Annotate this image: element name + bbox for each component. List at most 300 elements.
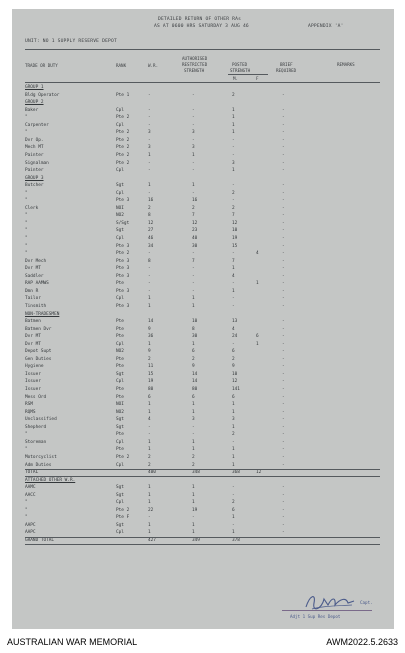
cell-brief: -	[282, 462, 285, 468]
cell-trade: Batmen	[25, 319, 41, 325]
cell-trade: Motorcyclist	[25, 454, 57, 460]
cell-trade: GROUP 3	[25, 175, 44, 181]
cell-m: -	[232, 145, 235, 151]
total-rule	[25, 544, 380, 545]
cell-rank: Cpl	[116, 190, 124, 196]
cell-m: 10	[232, 228, 238, 234]
cell-rank: NO2	[116, 213, 124, 219]
table-row	[12, 514, 394, 521]
cell-wr: 1	[148, 409, 151, 415]
signature-appointment: Adjt 1 Sup Res Depot	[290, 614, 341, 619]
cell-m: -	[232, 198, 235, 204]
cell-auth: -	[192, 424, 195, 430]
col-remarks: REMARKS	[337, 62, 355, 67]
cell-auth: -	[192, 281, 195, 287]
cell-wr: -	[148, 266, 151, 272]
cell-auth: 7	[192, 258, 195, 264]
table-row	[12, 273, 394, 280]
cell-m: 1	[232, 409, 235, 415]
cell-wr: 14	[148, 319, 154, 325]
footer-source: AUSTRALIAN WAR MEMORIAL	[7, 637, 138, 647]
cell-trade: Tailor	[25, 296, 41, 302]
cell-rank: Sgt	[116, 485, 124, 491]
table-row	[12, 250, 394, 257]
cell-brief: -	[282, 258, 285, 264]
table-row	[12, 341, 394, 348]
cell-rank: Sgt	[116, 228, 124, 234]
footer-bar	[0, 629, 405, 653]
cell-auth: 2	[192, 454, 195, 460]
cell-brief: -	[282, 439, 285, 445]
cell-brief: -	[282, 530, 285, 536]
cell-m: 1	[232, 266, 235, 272]
cell-trade: Mess Ord	[25, 394, 47, 400]
cell-trade: RQMS	[25, 409, 36, 415]
cell-brief: -	[282, 160, 285, 166]
cell-trade: Signalman	[25, 160, 49, 166]
cell-brief: -	[282, 137, 285, 143]
cell-brief: -	[282, 515, 285, 521]
table-row	[12, 212, 394, 219]
cell-auth: -	[192, 92, 195, 98]
cell-rank: Pte	[116, 387, 124, 392]
cell-wr: 22	[148, 507, 154, 513]
col-f: F	[256, 76, 259, 81]
cell-wr: 1	[148, 492, 151, 498]
cell-brief: -	[282, 349, 285, 355]
table-row	[12, 92, 394, 99]
cell-m: 12	[232, 220, 238, 226]
cell-trade: AACC	[25, 492, 36, 498]
cell-wr: 9	[148, 349, 151, 355]
table-row	[12, 243, 394, 250]
cell-wr: 46	[148, 236, 154, 241]
table-row	[12, 182, 394, 189]
cell-auth: 1	[192, 447, 195, 453]
cell-m: 2	[232, 92, 235, 98]
cell-auth: 1	[192, 296, 195, 302]
cell-wr: 3	[148, 130, 151, 136]
cell-auth: -	[192, 160, 195, 166]
col-wr: W.R.	[148, 63, 159, 68]
cell-m: 6	[232, 507, 235, 513]
col-auth-2: RESTRICTED	[182, 62, 208, 67]
table-row	[12, 439, 394, 446]
cell-auth: 30	[192, 243, 198, 249]
cell-trade: "	[25, 243, 28, 249]
cell-auth: 1	[192, 152, 195, 158]
cell-trade: "	[25, 236, 28, 241]
cell-auth: 1	[192, 439, 195, 445]
group-heading-row	[12, 311, 394, 318]
cell-brief: -	[282, 409, 285, 415]
table-row	[12, 318, 394, 325]
cell-wr: -	[148, 115, 151, 121]
cell-m: -	[232, 296, 235, 302]
cell-auth: -	[192, 168, 195, 174]
cell-rank: Pte 2	[116, 251, 130, 257]
table-row	[12, 288, 394, 295]
cell-m: 2	[232, 356, 235, 362]
table-row	[12, 114, 394, 121]
cell-auth: 3	[192, 145, 195, 151]
cell-rank: NO2	[116, 409, 124, 415]
table-row	[12, 197, 394, 204]
cell-rank: Pte 2	[116, 115, 130, 121]
cell-trade: "	[25, 220, 28, 226]
cell-rank: Pte 2	[116, 130, 130, 136]
cell-auth: 1	[192, 522, 195, 528]
cell-auth: 1	[192, 183, 195, 189]
cell-brief: -	[282, 168, 285, 174]
cell-rank: Pte	[116, 447, 124, 453]
cell-wr: 2	[148, 356, 151, 362]
table-row	[12, 492, 394, 499]
table-row	[12, 227, 394, 234]
cell-wr: 400	[148, 470, 156, 476]
cell-trade: Bldg Operator	[25, 92, 60, 98]
cell-brief: -	[282, 485, 285, 491]
cell-m: -	[232, 251, 235, 257]
cell-wr: 16	[148, 198, 154, 204]
cell-m: 1	[232, 402, 235, 408]
table-row	[12, 107, 394, 114]
cell-trade: Clerk	[25, 205, 39, 211]
cell-rank: Cpl	[116, 122, 124, 128]
cell-wr: -	[148, 273, 151, 279]
cell-auth: 16	[192, 198, 198, 204]
cell-auth: -	[192, 107, 195, 113]
cell-brief: -	[282, 447, 285, 453]
cell-rank: Pte 1	[116, 92, 130, 98]
cell-brief: -	[282, 379, 285, 385]
table-row	[12, 424, 394, 431]
cell-brief: -	[282, 273, 285, 279]
cell-rank: Sgt	[116, 492, 124, 498]
cell-trade: Dmn R	[25, 288, 39, 294]
cell-rank: Pte 3	[116, 258, 130, 264]
cell-rank: S/Sgt	[116, 220, 130, 226]
cell-m: 2	[232, 190, 235, 196]
table-row	[12, 220, 394, 227]
cell-auth: 23	[192, 228, 198, 234]
cell-wr: 80	[148, 387, 154, 392]
cell-m: 2	[232, 432, 235, 438]
cell-wr: 3	[148, 145, 151, 151]
cell-trade: "	[25, 507, 28, 513]
cell-auth: -	[192, 251, 195, 257]
cell-wr: -	[148, 281, 151, 287]
table-row	[12, 265, 394, 272]
cell-brief: -	[282, 198, 285, 204]
cell-m: 12	[232, 379, 238, 385]
cell-wr: -	[148, 92, 151, 98]
cell-wr: 34	[148, 243, 154, 249]
cell-rank: NOI	[116, 205, 124, 211]
cell-wr: -	[148, 137, 151, 143]
cell-trade: Butcher	[25, 183, 44, 189]
cell-trade: AAMC	[25, 485, 36, 491]
cell-wr: 1	[148, 530, 151, 536]
cell-trade: Storeman	[25, 439, 47, 445]
cell-rank: Pte 2	[116, 137, 130, 143]
cell-m: 1	[232, 530, 235, 536]
cell-wr: -	[148, 251, 151, 257]
cell-brief: -	[282, 402, 285, 408]
table-row	[12, 190, 394, 197]
col-m: M.	[233, 76, 239, 81]
signature-rank: Capt.	[360, 600, 373, 605]
table-row	[12, 295, 394, 302]
group-heading-row	[12, 175, 394, 182]
cell-wr: 1	[148, 439, 151, 445]
cell-auth: 12	[192, 220, 198, 226]
cell-brief: -	[282, 356, 285, 362]
cell-wr: 8	[148, 258, 151, 264]
cell-trade: Dvr MT	[25, 341, 41, 347]
cell-trade: Saddler	[25, 273, 44, 279]
cell-brief: -	[282, 522, 285, 528]
cell-brief: -	[282, 288, 285, 294]
table-row	[12, 401, 394, 408]
cell-brief: -	[282, 334, 285, 340]
cell-wr: 15	[148, 371, 154, 377]
cell-m: 1	[232, 447, 235, 453]
document-sheet	[12, 9, 394, 629]
cell-brief: -	[282, 190, 285, 196]
cell-wr: 1	[148, 500, 151, 506]
cell-brief: -	[282, 296, 285, 302]
document-title: DETAILED RETURN OF OTHER RAs	[158, 17, 242, 22]
cell-wr: 1	[148, 296, 151, 302]
table-row	[12, 137, 394, 144]
table-row	[12, 371, 394, 378]
cell-wr: -	[148, 515, 151, 521]
cell-rank: Cpl	[116, 168, 124, 174]
cell-wr: 27	[148, 228, 154, 234]
cell-auth: 14	[192, 379, 198, 385]
cell-m: 1	[232, 168, 235, 174]
cell-wr: 9	[148, 326, 151, 332]
cell-rank: Pte 2	[116, 145, 130, 151]
cell-rank: NO2	[116, 349, 124, 355]
cell-auth: 7	[192, 213, 195, 219]
cell-m: 6	[232, 349, 235, 355]
cell-rank: Pte	[116, 281, 124, 287]
cell-trade: Adm Duties	[25, 462, 52, 468]
cell-wr: 4	[148, 417, 151, 423]
cell-m: 9	[232, 364, 235, 370]
cell-f: 4	[256, 251, 259, 257]
table-row	[12, 348, 394, 355]
cell-wr: 6	[148, 394, 151, 400]
cell-brief: -	[282, 145, 285, 151]
col-posted-2: STRENGTH	[230, 68, 251, 73]
cell-auth: 30	[192, 334, 198, 340]
cell-wr: -	[148, 168, 151, 174]
cell-brief: -	[282, 507, 285, 513]
cell-rank: Pte	[116, 326, 124, 332]
cell-auth: 1	[192, 500, 195, 506]
cell-f: 6	[256, 334, 259, 340]
cell-rank: Cpl	[116, 296, 124, 302]
col-auth-3: STRENGTH	[184, 68, 205, 73]
cell-rank: Pte 3	[116, 198, 130, 204]
cell-auth: 3	[192, 417, 195, 423]
cell-rank: Pte 2	[116, 454, 130, 460]
cell-wr: 12	[148, 220, 154, 226]
cell-m: 15	[232, 243, 238, 249]
cell-rank: Cpl	[116, 341, 124, 347]
signature-rule	[282, 610, 372, 611]
cell-brief: -	[282, 364, 285, 370]
cell-rank: Sgt	[116, 424, 124, 430]
cell-brief: -	[282, 424, 285, 430]
cell-m: -	[232, 137, 235, 143]
cell-auth: 1	[192, 303, 195, 309]
group-heading-row	[12, 99, 394, 106]
cell-brief: -	[282, 213, 285, 219]
col-posted-1: POSTED	[232, 62, 248, 67]
cell-m: 3	[232, 417, 235, 423]
cell-rank: Cpl	[116, 530, 124, 536]
cell-trade: Issuer	[25, 387, 41, 392]
cell-wr: 1	[148, 447, 151, 453]
col-auth-1: AUTHORISED	[182, 56, 208, 61]
cell-m: 4	[232, 273, 235, 279]
cell-trade: Unclassified	[25, 417, 57, 423]
cell-trade: Tinsmith	[25, 303, 47, 309]
cell-brief: -	[282, 92, 285, 98]
cell-auth: -	[192, 137, 195, 143]
cell-rank: Pte	[116, 432, 124, 438]
cell-auth: -	[192, 266, 195, 272]
cell-brief: -	[282, 341, 285, 347]
cell-auth: -	[192, 432, 195, 438]
cell-auth: 9	[192, 364, 195, 370]
table-row	[12, 303, 394, 310]
cell-trade: "	[25, 130, 28, 136]
cell-wr: -	[148, 288, 151, 294]
cell-wr: -	[148, 432, 151, 438]
cell-rank: Sgt	[116, 371, 124, 377]
total-rule	[25, 537, 380, 538]
cell-auth: 80	[192, 387, 198, 392]
cell-rank: Cpl	[116, 462, 124, 468]
table-row	[12, 529, 394, 536]
cell-wr: 36	[148, 334, 154, 340]
cell-wr: 19	[148, 379, 154, 385]
cell-trade: Hygiene	[25, 364, 44, 370]
cell-auth: 1	[192, 492, 195, 498]
cell-rank: NOI	[116, 402, 124, 408]
cell-m: 10	[232, 371, 238, 377]
cell-trade: ATTACHED OTHER W.R.	[25, 477, 76, 483]
cell-m: -	[232, 183, 235, 189]
cell-auth: 19	[192, 507, 198, 513]
cell-wr: 1	[148, 341, 151, 347]
cell-auth: 2	[192, 356, 195, 362]
total-rule	[25, 469, 380, 470]
cell-f: 1	[256, 281, 259, 287]
cell-f: 1	[256, 341, 259, 347]
cell-auth: 1	[192, 409, 195, 415]
cell-brief: -	[282, 205, 285, 211]
cell-trade: "	[25, 115, 28, 121]
cell-brief: -	[282, 371, 285, 377]
table-row	[12, 522, 394, 529]
cell-m: 2	[232, 205, 235, 211]
cell-wr: 11	[148, 364, 154, 370]
cell-wr: -	[148, 122, 151, 128]
cell-rank: Cpl	[116, 236, 124, 241]
table-row	[12, 258, 394, 265]
cell-trade: Dvr MT	[25, 334, 41, 340]
table-row	[12, 280, 394, 287]
cell-trade: Dvr Op.	[25, 137, 44, 143]
cell-trade: "	[25, 447, 28, 453]
cell-rank: Sgt	[116, 417, 124, 423]
table-row	[12, 326, 394, 333]
cell-wr: 2	[148, 205, 151, 211]
cell-trade: GRAND TOTAL	[25, 538, 55, 543]
cell-brief: -	[282, 303, 285, 309]
col-trade: TRADE OR DUTY	[25, 63, 58, 68]
table-row	[12, 160, 394, 167]
appendix-label: APPENDIX 'A'	[308, 24, 344, 29]
cell-rank: Pte	[116, 334, 124, 340]
cell-rank: Pte	[116, 356, 124, 362]
cell-m: -	[232, 485, 235, 491]
cell-trade: "	[25, 190, 28, 196]
cell-rank: Pte	[116, 394, 124, 400]
table-row	[12, 446, 394, 453]
cell-brief: -	[282, 152, 285, 158]
cell-trade: Depot Supt	[25, 349, 52, 355]
cell-wr: 8	[148, 213, 151, 219]
cell-rank: Pte 3	[116, 288, 130, 294]
cell-wr: -	[148, 160, 151, 166]
cell-brief: -	[282, 326, 285, 332]
cell-m: 141	[232, 387, 240, 392]
table-row	[12, 499, 394, 506]
table-row	[12, 454, 394, 461]
cell-trade: Carpenter	[25, 122, 49, 128]
cell-rank: Cpl	[116, 379, 124, 385]
cell-m: 13	[232, 319, 238, 325]
cell-rank: Pte	[116, 319, 124, 325]
cell-m: -	[232, 492, 235, 498]
cell-trade: "	[25, 198, 28, 204]
cell-brief: -	[282, 394, 285, 400]
cell-m: 2	[232, 500, 235, 506]
table-row	[12, 363, 394, 370]
cell-brief: -	[282, 417, 285, 423]
table-row	[12, 356, 394, 363]
cell-brief: -	[282, 183, 285, 189]
cell-m: -	[232, 152, 235, 158]
cell-rank: Cpl	[116, 107, 124, 113]
cell-trade: RSM	[25, 402, 33, 408]
footer-accession: AWM2022.5.2633	[326, 637, 398, 647]
cell-f: 12	[256, 470, 262, 476]
table-row	[12, 394, 394, 401]
cell-auth: -	[192, 190, 195, 196]
cell-brief: -	[282, 251, 285, 257]
cell-auth: 349	[192, 538, 200, 543]
table-row	[12, 144, 394, 151]
table-row	[12, 462, 394, 469]
